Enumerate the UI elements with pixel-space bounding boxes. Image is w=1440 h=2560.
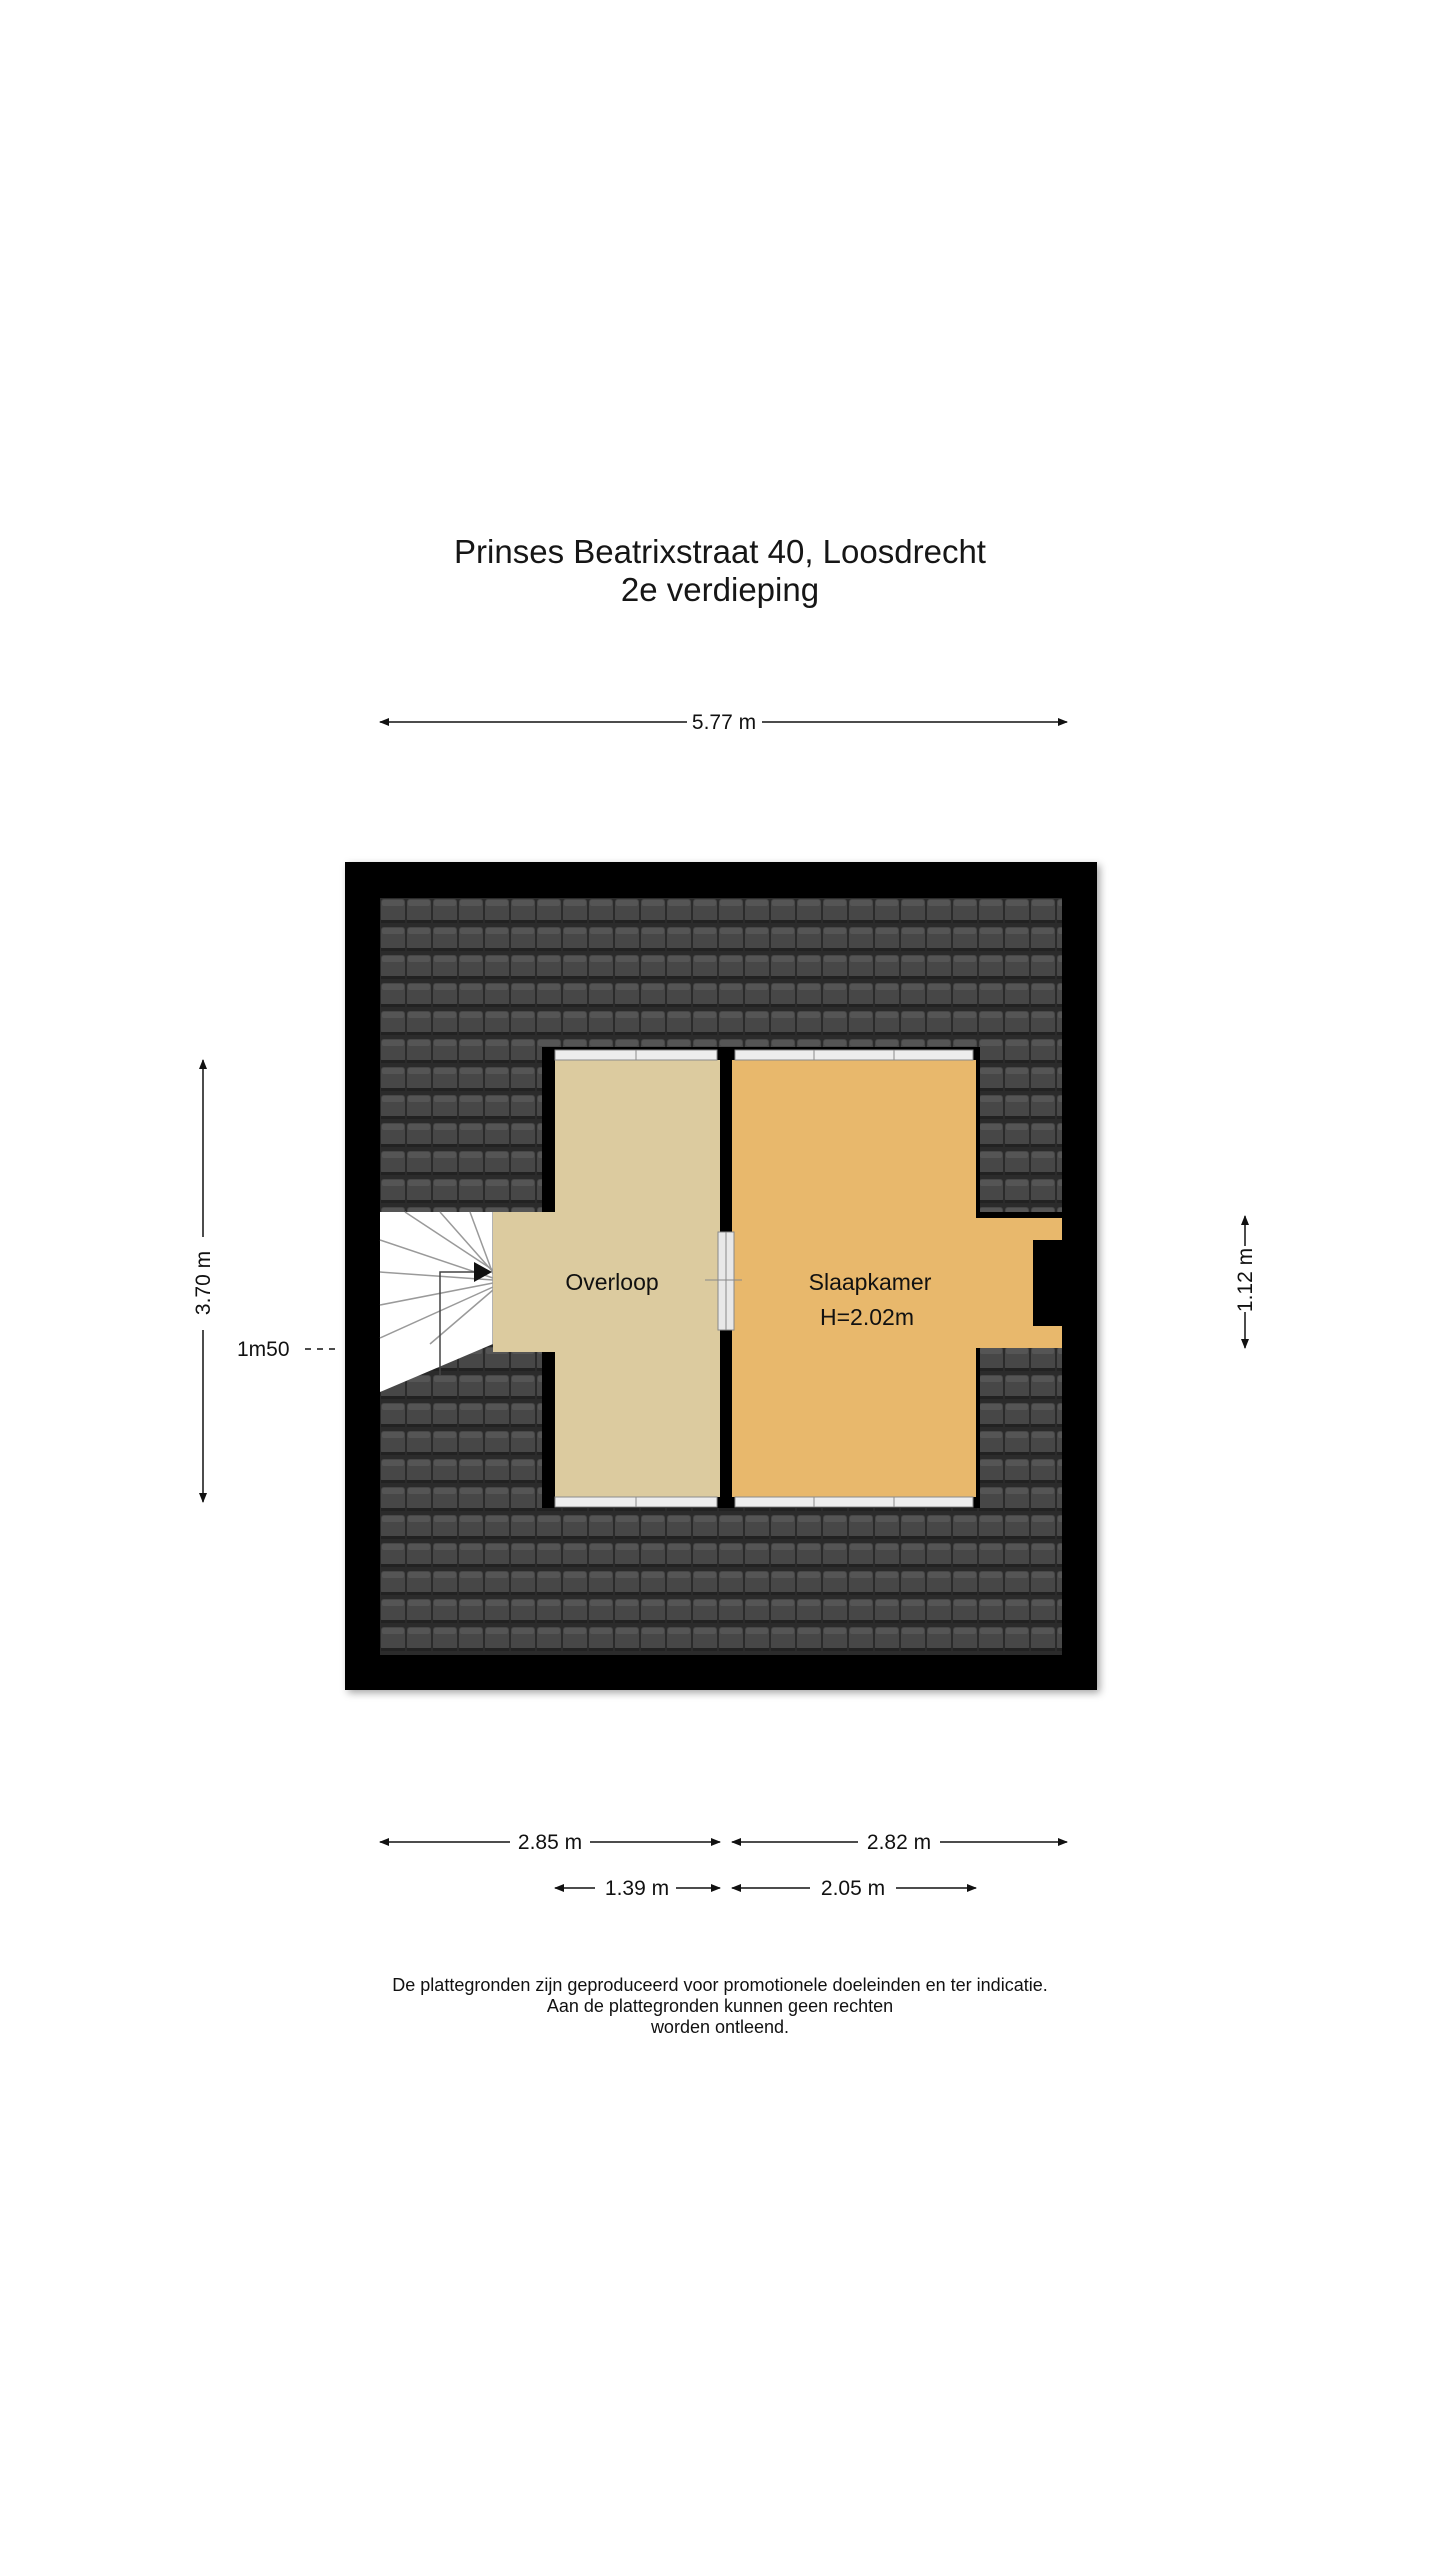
headroom-marker	[237, 1338, 340, 1361]
dimension-bedroom-width-label: 2.05 m	[820, 1877, 886, 1900]
room-label-landing: Overloop	[565, 1269, 659, 1295]
dormer-windows-bottom	[555, 1497, 973, 1507]
room-label-bedroom: Slaapkamer	[808, 1269, 932, 1295]
dimension-right-width-label: 2.82 m	[866, 1831, 932, 1854]
dimension-right-width	[732, 1831, 1067, 1854]
dimension-depth-label: 3.70 m	[192, 1250, 215, 1316]
dimension-total-width-label: 5.77 m	[691, 711, 757, 734]
dimension-dormer-depth-label: 1.12 m	[1234, 1247, 1257, 1313]
dimension-bedroom-width	[732, 1877, 976, 1900]
dimension-landing-width	[555, 1877, 720, 1900]
plan-title-address: Prinses Beatrixstraat 40, Loosdrecht	[454, 533, 986, 570]
disclaimer-line-3: worden ontleend.	[650, 2017, 790, 2037]
dimension-dormer-depth	[1234, 1216, 1257, 1348]
room-height-bedroom: H=2.02m	[820, 1304, 914, 1330]
disclaimer-line-1: De plattegronden zijn geproduceerd voor promotionele doeleinden en ter indicatie.	[392, 1975, 1048, 1995]
headroom-label: 1m50	[237, 1338, 290, 1361]
dormer-windows-top	[555, 1050, 973, 1060]
disclaimer-line-2: Aan de plattegronden kunnen geen rechten	[546, 1996, 894, 2016]
dimension-left-width	[380, 1831, 720, 1854]
dimension-depth	[192, 1060, 215, 1502]
dimension-landing-width-label: 1.39 m	[604, 1877, 670, 1900]
chimney-block	[1033, 1240, 1067, 1326]
dimension-left-width-label: 2.85 m	[517, 1831, 583, 1854]
dimension-total-width	[380, 711, 1067, 734]
plan-title-floor: 2e verdieping	[620, 571, 820, 608]
